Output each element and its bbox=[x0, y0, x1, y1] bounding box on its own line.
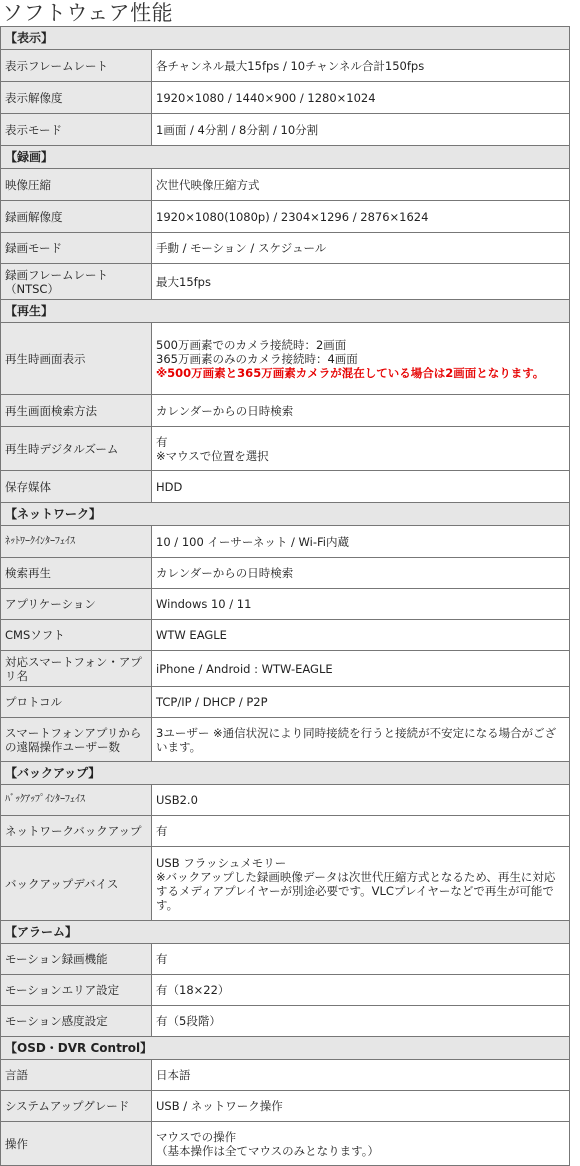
spec-label: ﾊﾞｯｸｱｯﾌﾟｲﾝﾀｰﾌｪｲｽ bbox=[1, 785, 152, 816]
spec-row bbox=[1, 620, 570, 651]
spec-value-line: 有（18×22） bbox=[156, 983, 230, 997]
section-header-row bbox=[1, 762, 570, 785]
spec-value bbox=[152, 395, 570, 427]
spec-value bbox=[152, 82, 570, 114]
spec-label: CMSソフト bbox=[1, 620, 152, 651]
spec-row bbox=[1, 1122, 570, 1166]
spec-label: システムアップグレード bbox=[1, 1091, 152, 1122]
spec-value-line: iPhone / Android : WTW-EAGLE bbox=[156, 661, 333, 676]
spec-warning-note: ※500万画素と365万画素カメラが混在している場合は2画面となります。 bbox=[156, 365, 545, 380]
spec-value bbox=[152, 589, 570, 620]
spec-row bbox=[1, 847, 570, 921]
spec-value bbox=[152, 427, 570, 471]
spec-value bbox=[152, 169, 570, 201]
spec-value bbox=[152, 620, 570, 651]
spec-value bbox=[152, 233, 570, 264]
spec-value-line: 500万画素でのカメラ接続時：2画面 bbox=[156, 337, 347, 352]
page-title: ソフトウェア性能 bbox=[2, 1, 174, 25]
section-header-row bbox=[1, 503, 570, 526]
spec-label: バックアップデバイス bbox=[1, 847, 152, 921]
spec-value-line: USB / ネットワーク操作 bbox=[156, 1099, 283, 1113]
spec-row bbox=[1, 1006, 570, 1037]
section-header: 【ネットワーク】 bbox=[1, 503, 570, 526]
spec-value-line: 最大15fps bbox=[156, 274, 211, 289]
spec-row bbox=[1, 785, 570, 816]
spec-value bbox=[152, 1122, 570, 1166]
spec-value bbox=[152, 1006, 570, 1037]
spec-value-line: 有 bbox=[156, 952, 168, 966]
spec-row bbox=[1, 589, 570, 620]
spec-value-line: 次世代映像圧縮方式 bbox=[156, 177, 260, 192]
section-header-row bbox=[1, 1037, 570, 1060]
spec-value-line: 10 / 100 イーサーネット / Wi-Fi内蔵 bbox=[156, 534, 349, 549]
spec-value-line: ※マウスで位置を選択 bbox=[156, 448, 269, 463]
spec-row bbox=[1, 50, 570, 82]
spec-row bbox=[1, 1060, 570, 1091]
spec-label: 再生時デジタルズーム bbox=[1, 427, 152, 471]
spec-value-line: USB フラッシュメモリー bbox=[156, 855, 287, 870]
spec-label: 録画モード bbox=[1, 233, 152, 264]
spec-value-line: 3ユーザー ※通信状況により同時接続を行うと接続が不安定になる場合がございます。 bbox=[156, 725, 557, 754]
spec-value-line: 1画面 / 4分割 / 8分割 / 10分割 bbox=[156, 122, 319, 137]
spec-row bbox=[1, 201, 570, 233]
spec-label: ネットワークバックアップ bbox=[1, 816, 152, 847]
spec-row bbox=[1, 82, 570, 114]
spec-row bbox=[1, 114, 570, 146]
spec-value bbox=[152, 558, 570, 589]
spec-value bbox=[152, 323, 570, 395]
spec-value-line: 365万画素のみのカメラ接続時：4画面 bbox=[156, 351, 358, 366]
spec-value bbox=[152, 975, 570, 1006]
spec-row bbox=[1, 651, 570, 687]
spec-row bbox=[1, 558, 570, 589]
spec-value bbox=[152, 816, 570, 847]
section-header: 【OSD・DVR Control】 bbox=[1, 1037, 570, 1060]
spec-value-line: TCP/IP / DHCP / P2P bbox=[156, 695, 268, 709]
spec-row bbox=[1, 395, 570, 427]
spec-value bbox=[152, 687, 570, 718]
spec-label: 対応スマートフォン・アプリ名 bbox=[1, 651, 152, 687]
spec-value bbox=[152, 264, 570, 300]
spec-value bbox=[152, 201, 570, 233]
section-header-row bbox=[1, 27, 570, 50]
spec-row bbox=[1, 526, 570, 558]
spec-value-line: カレンダーからの日時検索 bbox=[156, 403, 294, 418]
spec-label: モーション録画機能 bbox=[1, 944, 152, 975]
spec-table bbox=[0, 26, 570, 1166]
spec-label: 再生時画面表示 bbox=[1, 323, 152, 395]
spec-label: スマートフォンアプリからの遠隔操作ユーザー数 bbox=[1, 718, 152, 762]
spec-row bbox=[1, 169, 570, 201]
spec-value-line: Windows 10 / 11 bbox=[156, 597, 252, 611]
spec-label: 映像圧縮 bbox=[1, 169, 152, 201]
spec-row bbox=[1, 816, 570, 847]
spec-label: 言語 bbox=[1, 1060, 152, 1091]
spec-value-line: WTW EAGLE bbox=[156, 628, 227, 642]
spec-value-line: 各チャンネル最大15fps / 10チャンネル合計150fps bbox=[156, 58, 425, 73]
spec-value-line: 1920×1080 / 1440×900 / 1280×1024 bbox=[156, 90, 376, 105]
spec-value bbox=[152, 944, 570, 975]
spec-value bbox=[152, 526, 570, 558]
spec-value-line: 1920×1080(1080p) / 2304×1296 / 2876×1624 bbox=[156, 209, 429, 224]
spec-row bbox=[1, 1091, 570, 1122]
spec-row bbox=[1, 233, 570, 264]
spec-value bbox=[152, 651, 570, 687]
spec-value-line: ※バックアップした録画映像データは次世代圧縮方式となるため、再生に対応するメディアプレイヤーが別途必要です。VLCプレイヤーなどで再生が可能です。 bbox=[156, 869, 556, 912]
spec-row bbox=[1, 718, 570, 762]
spec-row bbox=[1, 944, 570, 975]
spec-label: 表示フレームレート bbox=[1, 50, 152, 82]
spec-value bbox=[152, 114, 570, 146]
spec-value-line: 手動 / モーション / スケジュール bbox=[156, 241, 327, 255]
spec-label: 操作 bbox=[1, 1122, 152, 1166]
spec-value-line: カレンダーからの日時検索 bbox=[156, 566, 294, 580]
section-header: 【バックアップ】 bbox=[1, 762, 570, 785]
spec-label: 表示解像度 bbox=[1, 82, 152, 114]
spec-row bbox=[1, 975, 570, 1006]
section-header-row bbox=[1, 146, 570, 169]
spec-label: 保存媒体 bbox=[1, 471, 152, 503]
spec-value-line: 有 bbox=[156, 434, 168, 449]
spec-label: プロトコル bbox=[1, 687, 152, 718]
spec-table-body bbox=[1, 27, 570, 1166]
spec-row bbox=[1, 687, 570, 718]
section-header-row bbox=[1, 300, 570, 323]
spec-label: 録画フレームレート（NTSC） bbox=[1, 264, 152, 300]
spec-value bbox=[152, 50, 570, 82]
section-header: 【アラーム】 bbox=[1, 921, 570, 944]
spec-label: 検索再生 bbox=[1, 558, 152, 589]
spec-row bbox=[1, 323, 570, 395]
spec-value bbox=[152, 718, 570, 762]
section-header: 【再生】 bbox=[1, 300, 570, 323]
spec-value bbox=[152, 847, 570, 921]
spec-row bbox=[1, 427, 570, 471]
spec-row bbox=[1, 264, 570, 300]
spec-label: 録画解像度 bbox=[1, 201, 152, 233]
spec-value-line: USB2.0 bbox=[156, 793, 198, 807]
spec-value bbox=[152, 1060, 570, 1091]
spec-label: 再生画面検索方法 bbox=[1, 395, 152, 427]
section-header: 【表示】 bbox=[1, 27, 570, 50]
spec-value-line: マウスでの操作 bbox=[156, 1129, 237, 1144]
spec-value-line: HDD bbox=[156, 479, 183, 494]
section-header-row bbox=[1, 921, 570, 944]
spec-value-line: 有 bbox=[156, 824, 168, 838]
spec-label: モーション感度設定 bbox=[1, 1006, 152, 1037]
spec-value bbox=[152, 471, 570, 503]
spec-value bbox=[152, 1091, 570, 1122]
section-header: 【録画】 bbox=[1, 146, 570, 169]
spec-value-line: 日本語 bbox=[156, 1068, 191, 1082]
spec-label: 表示モード bbox=[1, 114, 152, 146]
spec-label: ﾈｯﾄﾜｰｸｲﾝﾀｰﾌｪｲｽ bbox=[1, 526, 152, 558]
spec-row bbox=[1, 471, 570, 503]
spec-label: アプリケーション bbox=[1, 589, 152, 620]
spec-value-line: 有（5段階） bbox=[156, 1014, 221, 1028]
spec-value-line: （基本操作は全てマウスのみとなります。） bbox=[156, 1143, 379, 1158]
spec-label: モーションエリア設定 bbox=[1, 975, 152, 1006]
spec-value bbox=[152, 785, 570, 816]
